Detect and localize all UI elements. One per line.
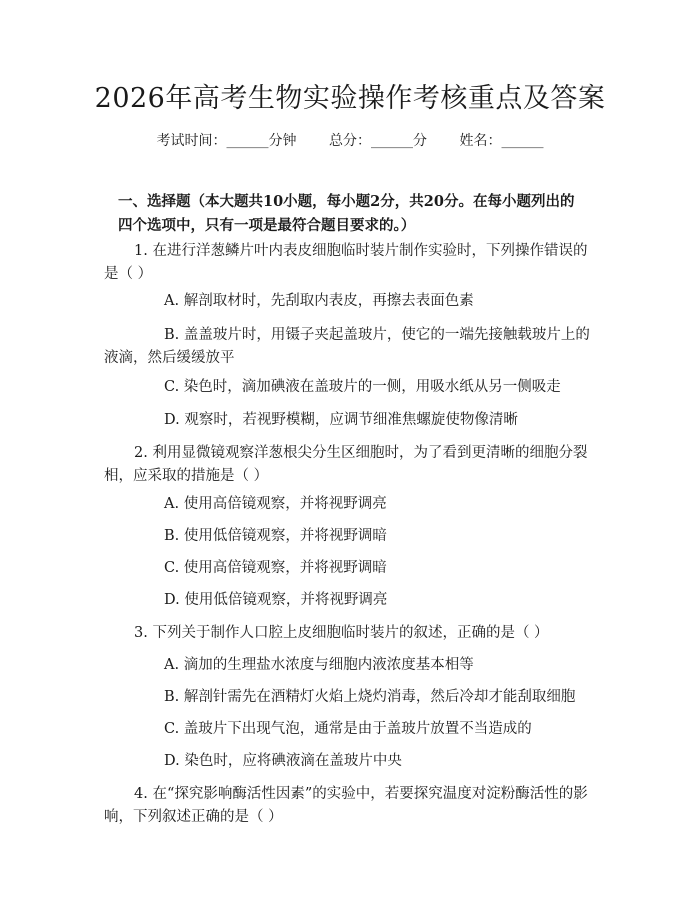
- question-1-option-a: A. 解剖取材时，先刮取内表皮，再擦去表面色素: [164, 293, 474, 309]
- question-1-option-d: D. 观察时，若视野模糊，应调节细准焦螺旋使物像清晰: [164, 412, 518, 428]
- question-1-stem: 在进行洋葱鳞片叶内表皮细胞临时装片制作实验时，下列操作错误的是（ ）: [104, 243, 588, 282]
- page-title: 2026年高考生物实验操作考核重点及答案: [94, 83, 606, 114]
- total-score-field: 总分：______分: [329, 133, 427, 149]
- question-2-option-b: B. 使用低倍镜观察，并将视野调暗: [164, 528, 387, 544]
- question-2-number: 2.: [134, 445, 148, 461]
- question-3: [104, 622, 594, 645]
- question-1-number: 1.: [134, 243, 148, 259]
- question-2: [104, 442, 594, 488]
- question-4-stem: 在“探究影响酶活性因素”的实验中，若要探究温度对淀粉酶活性的影响，下列叙述正确的是（ ）: [104, 786, 588, 825]
- question-3-option-b: B. 解剖针需先在酒精灯火焰上烧灼消毒，然后冷却才能刮取细胞: [164, 689, 576, 705]
- exam-meta: [0, 131, 700, 151]
- question-4-number: 4.: [134, 786, 148, 802]
- question-1-option-c: C. 染色时，滴加碘液在盖玻片的一侧，用吸水纸从另一侧吸走: [164, 379, 561, 395]
- question-3-stem: 下列关于制作人口腔上皮细胞临时装片的叙述，正确的是（ ）: [152, 625, 549, 641]
- question-2-stem: 利用显微镜观察洋葱根尖分生区细胞时，为了看到更清晰的细胞分裂相，应采取的措施是（ ）: [104, 445, 588, 484]
- question-1: [104, 240, 594, 286]
- section-heading: 一、选择题（本大题共10小题，每小题2分，共20分。在每小题列出的四个选项中，只有一项是最符合题目要求的。）: [118, 193, 575, 234]
- question-3-option-c: C. 盖玻片下出现气泡，通常是由于盖玻片放置不当造成的: [164, 721, 532, 737]
- question-1-option-b: B. 盖盖玻片时，用镊子夹起盖玻片，使它的一端先接触载玻片上的液滴，然后缓缓放平: [104, 327, 590, 366]
- question-2-option-d: D. 使用低倍镜观察，并将视野调亮: [164, 592, 388, 608]
- question-3-number: 3.: [134, 625, 148, 641]
- question-3-option-d: D. 染色时，应将碘液滴在盖玻片中央: [164, 753, 402, 769]
- exam-time-field: 考试时间：______分钟: [156, 133, 297, 149]
- question-2-option-c: C. 使用高倍镜观察，并将视野调暗: [164, 560, 387, 576]
- name-field: 姓名：______: [459, 133, 544, 149]
- question-3-option-a: A. 滴加的生理盐水浓度与细胞内液浓度基本相等: [164, 657, 474, 673]
- question-4: [104, 783, 594, 829]
- question-2-option-a: A. 使用高倍镜观察，并将视野调亮: [164, 496, 387, 512]
